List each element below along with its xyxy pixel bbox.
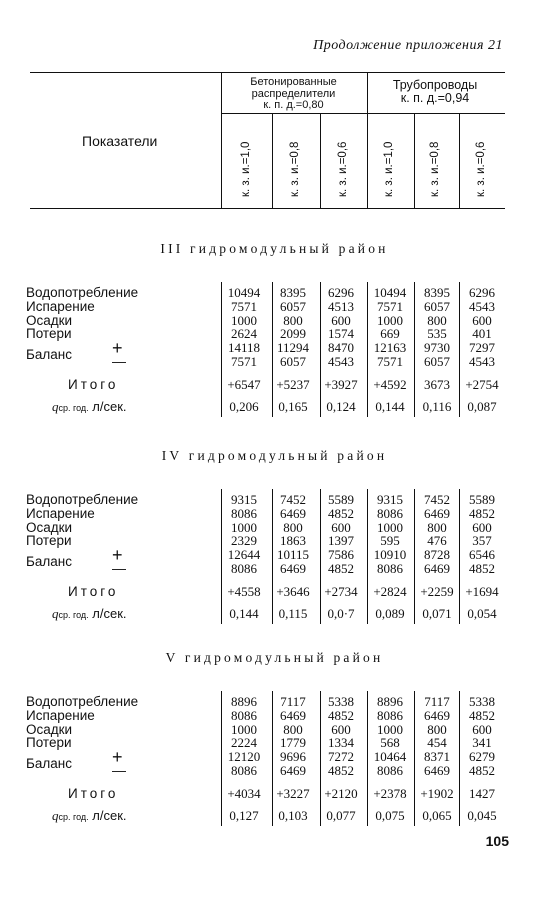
table-cell: 4852	[469, 561, 495, 576]
table-cell: 8395	[424, 285, 450, 300]
total-cell: +2734	[324, 583, 358, 599]
table-cell: 4852	[469, 707, 495, 723]
table-cell: 12644	[227, 547, 261, 563]
row-balance: Баланс	[26, 756, 72, 772]
table-cell: 10494	[373, 285, 407, 300]
col-header-6: к. з. и.=0,6	[475, 141, 487, 197]
total-cell: +4558	[227, 583, 261, 599]
group-concrete-line1: Бетонированные	[250, 76, 337, 88]
group-divider-rule	[222, 113, 505, 114]
table-cell: 6469	[280, 707, 306, 723]
section-vline	[272, 691, 273, 826]
table-cell: 8470	[328, 340, 354, 356]
total-cell: 1427	[469, 785, 495, 801]
row-losses: Потери	[26, 735, 72, 751]
q-cell: 0,115	[278, 605, 308, 621]
row-evaporation: Испарение	[26, 298, 95, 314]
table-cell: 357	[472, 533, 492, 549]
q-avg-label	[52, 606, 127, 622]
indicators-header: Показатели	[82, 133, 158, 149]
q-cell: 0,124	[326, 398, 356, 414]
table-cell: 8086	[231, 561, 257, 576]
total-cell: +3927	[324, 376, 358, 392]
section-vline	[459, 489, 460, 624]
table-cell: 10464	[373, 749, 407, 765]
section-vline	[414, 489, 415, 624]
table-cell: 800	[427, 519, 447, 535]
row-balance: Баланс	[26, 347, 72, 363]
table-cell: 4543	[469, 298, 495, 314]
section-vline	[367, 691, 368, 826]
table-cell: 401	[472, 326, 492, 342]
total-cell: +4592	[373, 376, 407, 392]
q-cell: 0,065	[422, 807, 452, 823]
total-cell: +6547	[227, 376, 261, 392]
balance-minus-sign: —	[112, 353, 126, 369]
table-cell: 1000	[231, 519, 257, 535]
group-concrete-line2: распределители	[251, 87, 336, 100]
table-cell: 4852	[328, 763, 354, 778]
head-vline-6	[459, 113, 460, 208]
table-cell: 476	[427, 533, 447, 549]
total-cell: +1694	[465, 583, 499, 599]
table-cell: 7571	[231, 354, 257, 369]
table-cell: 8896	[231, 694, 257, 709]
table-cell: 7571	[231, 298, 257, 314]
q-cell: 0,165	[278, 398, 308, 414]
table-cell: 7571	[377, 354, 403, 369]
table-cell: 6469	[280, 763, 306, 778]
table-cell: 7452	[424, 492, 450, 507]
table-cell: 6057	[280, 298, 306, 314]
section-vline	[221, 691, 222, 826]
table-cell: 535	[427, 326, 447, 342]
table-cell: 1397	[328, 533, 354, 549]
row-losses: Потери	[26, 326, 72, 342]
balance-plus-sign: +	[112, 746, 123, 767]
table-cell: 454	[427, 735, 447, 751]
balance-plus-sign: +	[112, 337, 123, 358]
group-pipes-line1: Трубопроводы	[392, 78, 478, 92]
table-cell: 8395	[280, 285, 306, 300]
table-cell: 12120	[227, 749, 261, 765]
table-cell: 568	[380, 735, 400, 751]
section-vline	[459, 282, 460, 417]
total-cell: +1902	[420, 785, 454, 801]
table-cell: 6057	[424, 298, 450, 314]
q-cell: 0,103	[278, 807, 308, 823]
table-cell: 1779	[280, 735, 306, 751]
table-cell: 2099	[280, 326, 306, 342]
row-balance: Баланс	[26, 554, 72, 570]
table-cell: 341	[472, 735, 492, 751]
q-cell: 0,054	[467, 605, 497, 621]
q-unit: л/сек.	[92, 807, 127, 823]
table-cell: 4513	[328, 298, 354, 314]
head-vline-5	[414, 113, 415, 208]
table-cell: 1000	[377, 312, 403, 328]
table-cell: 4543	[469, 354, 495, 369]
total-label: Итого	[68, 376, 119, 392]
table-cell: 800	[283, 721, 303, 737]
table-top-rule	[30, 72, 505, 73]
total-cell: 3673	[424, 376, 450, 392]
table-cell: 11294	[276, 340, 310, 356]
group-pipes-line2: к. п. д.=0,94	[400, 91, 470, 106]
table-cell: 1863	[280, 533, 306, 549]
table-cell: 10494	[227, 285, 261, 300]
table-cell: 10910	[373, 547, 407, 563]
col-header-5: к. з. и.=0,8	[429, 141, 441, 197]
q-subscript: ср. год.	[58, 811, 89, 822]
table-cell: 4852	[328, 707, 354, 723]
q-symbol: q	[52, 605, 59, 621]
table-cell: 600	[331, 721, 351, 737]
row-evaporation: Испарение	[26, 707, 95, 723]
table-cell: 12163	[373, 340, 407, 356]
row-precipitation: Осадки	[26, 721, 73, 737]
group-pipes-header	[368, 79, 502, 105]
q-unit: л/сек.	[92, 605, 127, 621]
section-vline	[272, 282, 273, 417]
total-cell: +2378	[373, 785, 407, 801]
section-vline	[272, 489, 273, 624]
total-label: Итого	[68, 583, 119, 599]
total-cell: +2259	[420, 583, 454, 599]
col-header-1: к. з. и.=1,0	[240, 141, 252, 197]
table-cell: 5589	[469, 492, 495, 507]
row-water-use: Водопотребление	[26, 694, 139, 709]
q-cell: 0,087	[467, 398, 497, 414]
balance-plus-sign: +	[112, 544, 123, 565]
table-cell: 600	[472, 721, 492, 737]
section-vline	[320, 691, 321, 826]
section-title: IV гидромодульный район	[161, 448, 388, 463]
table-cell: 6469	[424, 505, 450, 521]
table-cell: 9696	[280, 749, 306, 765]
section-vline	[221, 282, 222, 417]
group-concrete-line3: к. п. д.=0,80	[263, 99, 324, 112]
table-cell: 7117	[424, 694, 450, 709]
q-subscript: ср. год.	[58, 402, 89, 413]
q-cell: 0,071	[422, 605, 452, 621]
total-cell: +5237	[276, 376, 310, 392]
q-cell: 0,206	[229, 398, 259, 414]
table-cell: 1000	[377, 519, 403, 535]
q-cell: 0,116	[422, 398, 452, 414]
col-header-4: к. з. и.=1,0	[383, 141, 395, 197]
table-cell: 669	[380, 326, 400, 342]
row-precipitation: Осадки	[26, 312, 73, 328]
q-unit: л/сек.	[92, 398, 127, 414]
q-cell: 0,127	[229, 807, 259, 823]
table-cell: 2624	[231, 326, 257, 342]
table-cell: 4852	[328, 561, 354, 576]
section-vline	[459, 691, 460, 826]
q-cell: 0,144	[375, 398, 405, 414]
row-losses: Потери	[26, 533, 72, 549]
section-vline	[221, 489, 222, 624]
table-cell: 600	[472, 312, 492, 328]
table-cell: 8896	[377, 694, 403, 709]
table-cell: 8086	[377, 763, 403, 778]
col-header-3: к. з. и.=0,6	[337, 141, 349, 197]
row-precipitation: Осадки	[26, 519, 73, 535]
table-cell: 600	[331, 519, 351, 535]
table-cell: 2329	[231, 533, 257, 549]
q-symbol: q	[52, 398, 59, 414]
balance-minus-sign: —	[112, 560, 126, 576]
table-cell: 1000	[231, 721, 257, 737]
table-cell: 5589	[328, 492, 354, 507]
section-vline	[320, 489, 321, 624]
total-cell: +2120	[324, 785, 358, 801]
page-number: 105	[485, 833, 509, 849]
table-cell: 8371	[424, 749, 450, 765]
q-cell: 0,144	[229, 605, 259, 621]
table-cell: 6469	[424, 763, 450, 778]
table-cell: 7571	[377, 298, 403, 314]
table-cell: 7117	[280, 694, 306, 709]
q-avg-label	[52, 808, 127, 824]
q-subscript: ср. год.	[58, 609, 89, 620]
row-water-use: Водопотребление	[26, 285, 139, 300]
table-cell: 6546	[469, 547, 495, 563]
table-cell: 4852	[469, 505, 495, 521]
table-cell: 800	[427, 721, 447, 737]
balance-minus-sign: —	[112, 762, 126, 778]
table-cell: 1000	[377, 721, 403, 737]
q-cell: 0,0·7	[327, 605, 355, 621]
section-title: V гидромодульный район	[165, 650, 384, 665]
group-concrete-header	[222, 77, 365, 112]
table-cell: 9315	[231, 492, 257, 507]
table-cell: 6469	[424, 707, 450, 723]
col-header-2: к. з. и.=0,8	[289, 141, 301, 197]
running-header: Продолжение приложения 21	[313, 38, 503, 53]
total-label: Итого	[68, 785, 119, 801]
q-avg-label	[52, 399, 127, 415]
total-cell: +3646	[276, 583, 310, 599]
table-cell: 7452	[280, 492, 306, 507]
table-cell: 10115	[276, 547, 310, 563]
head-vline-3	[320, 113, 321, 208]
table-cell: 5338	[328, 694, 354, 709]
table-cell: 600	[472, 519, 492, 535]
table-cell: 7297	[469, 340, 495, 356]
table-cell: 8086	[231, 707, 257, 723]
table-cell: 600	[331, 312, 351, 328]
table-cell: 6057	[424, 354, 450, 369]
q-cell: 0,075	[375, 807, 405, 823]
table-cell: 6279	[469, 749, 495, 765]
table-cell: 8086	[231, 763, 257, 778]
table-cell: 800	[427, 312, 447, 328]
table-cell: 1334	[328, 735, 354, 751]
table-cell: 1000	[231, 312, 257, 328]
table-cell: 8728	[424, 547, 450, 563]
q-cell: 0,089	[375, 605, 405, 621]
table-cell: 4852	[469, 763, 495, 778]
table-cell: 6469	[280, 561, 306, 576]
section-title: III гидромодульный район	[160, 241, 389, 256]
head-vline-2	[272, 113, 273, 208]
table-cell: 2224	[231, 735, 257, 751]
table-cell: 14118	[227, 340, 261, 356]
table-cell: 5338	[469, 694, 495, 709]
section-vline	[414, 282, 415, 417]
q-symbol: q	[52, 807, 59, 823]
table-cell: 9315	[377, 492, 403, 507]
table-cell: 9730	[424, 340, 450, 356]
section-vline	[320, 282, 321, 417]
table-cell: 6057	[280, 354, 306, 369]
table-cell: 4852	[328, 505, 354, 521]
table-cell: 6469	[424, 561, 450, 576]
section-vline	[367, 489, 368, 624]
table-cell: 6469	[280, 505, 306, 521]
q-cell: 0,077	[326, 807, 356, 823]
row-evaporation: Испарение	[26, 505, 95, 521]
total-cell: +2754	[465, 376, 499, 392]
section-vline	[367, 282, 368, 417]
table-cell: 7586	[328, 547, 354, 563]
table-cell: 595	[380, 533, 400, 549]
table-cell: 8086	[231, 505, 257, 521]
total-cell: +2824	[373, 583, 407, 599]
q-cell: 0,045	[467, 807, 497, 823]
table-cell: 8086	[377, 505, 403, 521]
row-water-use: Водопотребление	[26, 492, 139, 507]
table-cell: 8086	[377, 707, 403, 723]
table-cell: 4543	[328, 354, 354, 369]
section-vline	[414, 691, 415, 826]
table-cell: 800	[283, 519, 303, 535]
table-cell: 6296	[469, 285, 495, 300]
table-head-bottom-rule	[30, 208, 505, 209]
total-cell: +4034	[227, 785, 261, 801]
table-cell: 8086	[377, 561, 403, 576]
table-cell: 6296	[328, 285, 354, 300]
table-cell: 7272	[328, 749, 354, 765]
table-cell: 1574	[328, 326, 354, 342]
total-cell: +3227	[276, 785, 310, 801]
table-cell: 800	[283, 312, 303, 328]
